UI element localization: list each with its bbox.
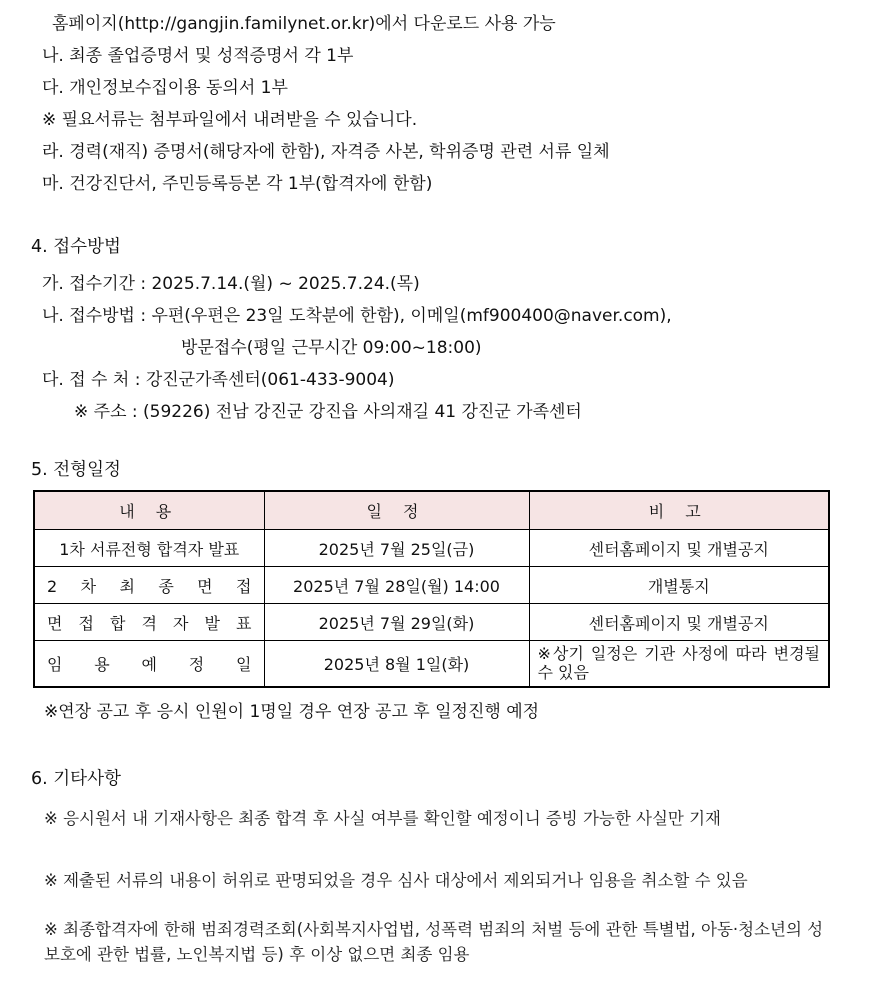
table-row [34, 641, 829, 687]
row-remark: 센터홈페이지 및 개별공지 [529, 530, 829, 567]
doc-item-da: 다. 개인정보수집이용 동의서 1부 [42, 78, 288, 98]
row-date: 2025년 7월 28일(월) 14:00 [264, 567, 529, 604]
application-period: 가. 접수기간 : 2025.7.14.(월) ~ 2025.7.24.(목) [42, 274, 420, 294]
row-content: 임 용 예 정 일 [34, 641, 264, 687]
table-header-row [34, 491, 829, 530]
row-content: 1차 서류전형 합격자 발표 [34, 530, 264, 567]
row-content: 면 접 합 격 자 발 표 [34, 604, 264, 641]
application-method: 나. 접수방법 : 우편(우편은 23일 도착분에 한함), 이메일(mf900400@naver.com), [42, 306, 672, 326]
table-row [34, 567, 829, 604]
doc-item-na: 나. 최종 졸업증명서 및 성적증명서 각 1부 [42, 46, 354, 66]
other-item-1: ※ 응시원서 내 기재사항은 최종 합격 후 사실 여부를 확인할 예정이니 증빙 가능한 사실만 기재 [44, 809, 721, 828]
doc-item-ra: 라. 경력(재직) 증명서(해당자에 한함), 자격증 사본, 학위증명 관련 서류 일체 [42, 142, 610, 162]
application-office: 다. 접 수 처 : 강진군가족센터(061-433-9004) [42, 370, 395, 390]
section4-title: 4. 접수방법 [31, 237, 121, 257]
application-method-cont: 방문접수(평일 근무시간 09:00~18:00) [181, 338, 482, 358]
other-item-3: ※ 최종합격자에 한해 범죄경력조회(사회복지사업법, 성폭력 범죄의 처벌 등에 관한 특별법, 아동·청소년의 성 보호에 관한 법률, 노인복지법 등) 후 이상 없으면 최종 임용 [44, 920, 824, 964]
row-remark: 개별통지 [529, 567, 829, 604]
header-date: 일 정 [264, 491, 529, 530]
table-row [34, 530, 829, 567]
attachment-note: ※ 필요서류는 첨부파일에서 내려받을 수 있습니다. [42, 110, 418, 130]
section6-title: 6. 기타사항 [31, 769, 121, 789]
row-remark: 센터홈페이지 및 개별공지 [529, 604, 829, 641]
row-content: 2 차 최 종 면 접 [34, 567, 264, 604]
doc-item-ma: 마. 건강진단서, 주민등록등본 각 1부(합격자에 한함) [42, 174, 433, 194]
row-date: 2025년 7월 29일(화) [264, 604, 529, 641]
header-remark: 비 고 [529, 491, 829, 530]
schedule-footnote: ※연장 공고 후 응시 인원이 1명일 경우 연장 공고 후 일정진행 예정 [44, 702, 540, 722]
row-date: 2025년 7월 25일(금) [264, 530, 529, 567]
row-date: 2025년 8월 1일(화) [264, 641, 529, 687]
section5-title: 5. 전형일정 [31, 460, 121, 480]
table-row [34, 604, 829, 641]
schedule-table [33, 490, 830, 688]
address-note: ※ 주소 : (59226) 전남 강진군 강진읍 사의재길 41 강진군 가족센터 [74, 402, 582, 422]
row-remark: ※상기 일정은 기관 사정에 따라 변경될 수 있음 [529, 641, 829, 687]
homepage-download-line: 홈페이지(http://gangjin.familynet.or.kr)에서 다운로드 사용 가능 [52, 14, 556, 34]
other-item-2: ※ 제출된 서류의 내용이 허위로 판명되었을 경우 심사 대상에서 제외되거나 임용을 취소할 수 있음 [44, 871, 748, 890]
header-content: 내 용 [34, 491, 264, 530]
